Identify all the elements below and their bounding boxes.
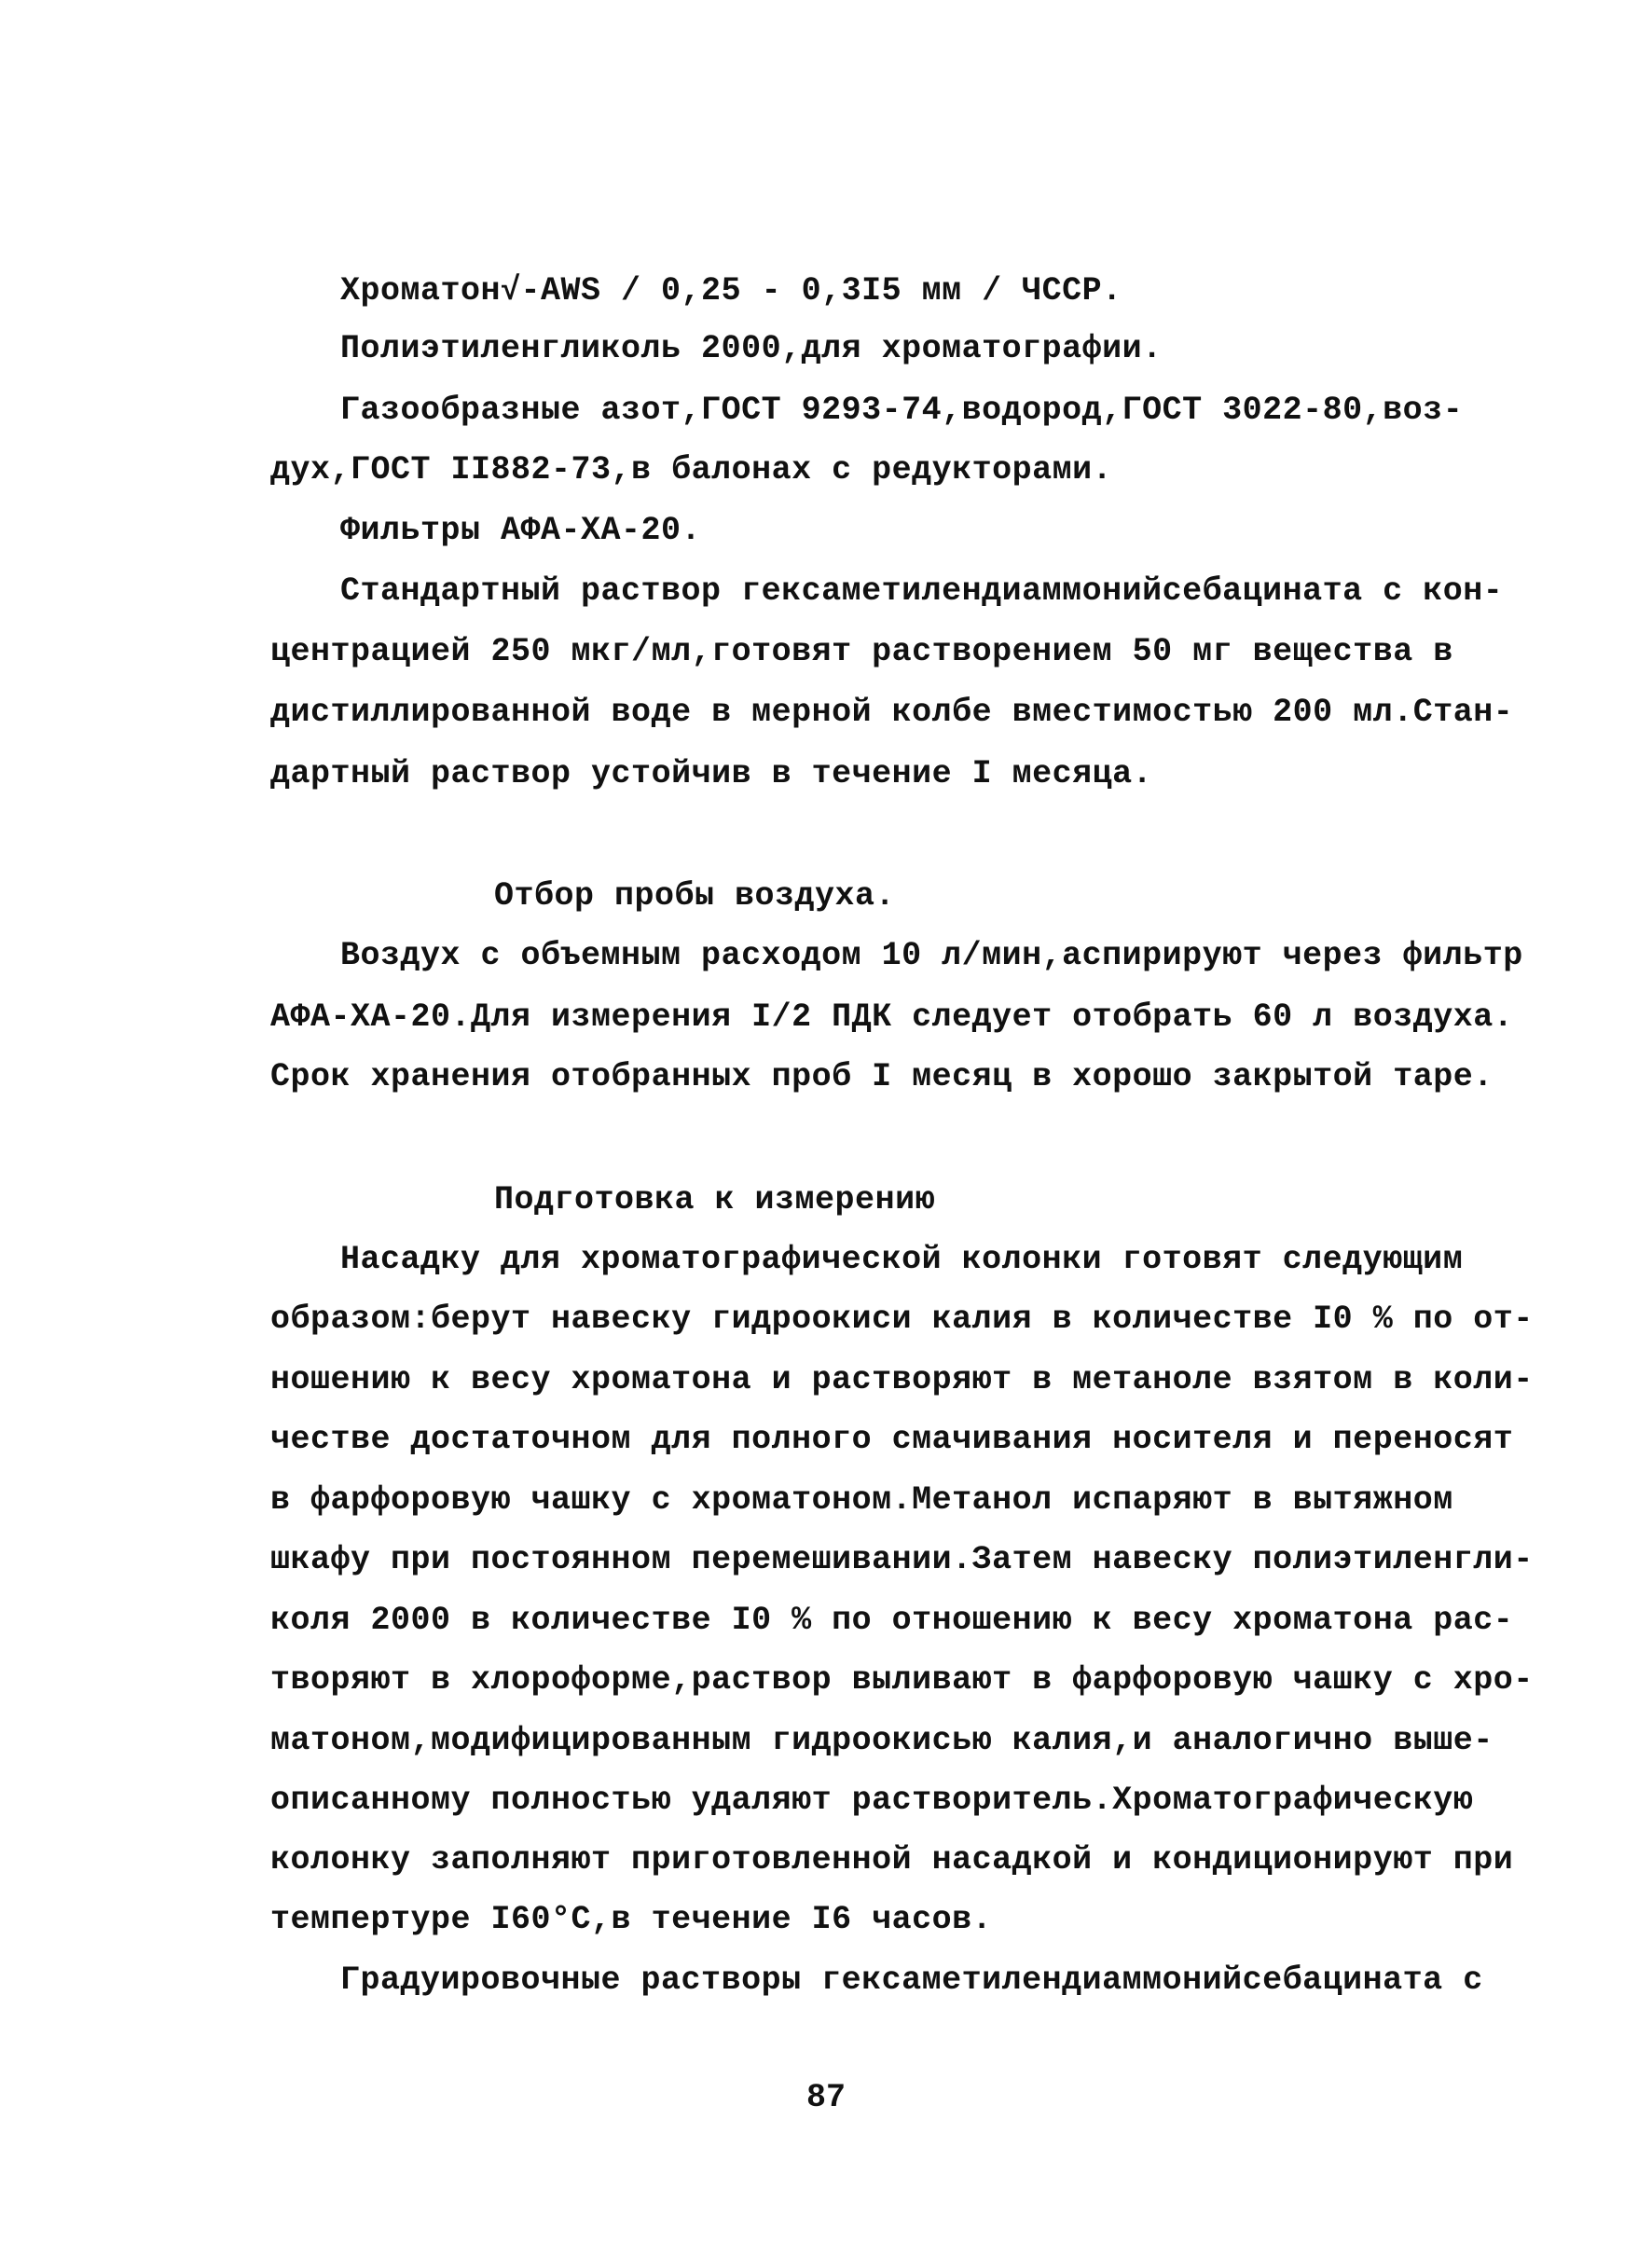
sampling-line-1: Воздух с объемным расходом 10 л/мин,аспирируют через фильтр: [340, 937, 1523, 974]
materials-line-1: Хроматон√-AWS / 0,25 - 0,3I5 мм / ЧССР.: [340, 272, 1122, 310]
standard-solution-line-3: дистиллированной воде в мерной колбе вместимостью 200 мл.Стан-: [270, 694, 1514, 731]
preparation-line-11: колонку заполняют приготовленной насадкой и кондиционируют при: [270, 1841, 1514, 1879]
preparation-line-9: матоном,модифицированным гидроокисью калия,и аналогично выше-: [270, 1722, 1494, 1759]
standard-solution-line-2: центрацией 250 мкг/мл,готовят растворением 50 мг вещества в: [270, 633, 1453, 670]
preparation-heading: Подготовка к измерению: [494, 1181, 936, 1218]
preparation-line-12: темпертуре I60°С,в течение I6 часов.: [270, 1901, 993, 1938]
standard-solution-line-1: Стандартный раствор гексаметилендиаммонийсебацината с кон-: [340, 572, 1504, 610]
materials-line-2: Полиэтиленгликоль 2000,для хроматографии.: [340, 330, 1163, 367]
preparation-line-7: коля 2000 в количестве I0 % по отношению к весу хроматона рас-: [270, 1602, 1514, 1639]
sampling-heading: Отбор пробы воздуха.: [494, 877, 896, 915]
sampling-line-2: АФА-ХА-20.Для измерения I/2 ПДК следует отобрать 60 л воздуха.: [270, 998, 1514, 1036]
preparation-line-2: образом:берут навеску гидроокиси калия в количестве I0 % по от-: [270, 1301, 1534, 1338]
calibration-line-1: Градуировочные растворы гексаметилендиаммонийсебацината с: [340, 1961, 1483, 1999]
materials-line-5: Фильтры АФА-ХА-20.: [340, 512, 702, 549]
standard-solution-line-4: дартный раствор устойчив в течение I месяца.: [270, 755, 1153, 792]
preparation-line-10: описанному полностью удаляют растворитель.Хроматографическую: [270, 1782, 1474, 1819]
materials-line-3: Газообразные азот,ГОСТ 9293-74,водород,ГОСТ 3022-80,воз-: [340, 392, 1464, 429]
preparation-line-5: в фарфоровую чашку с хроматоном.Метанол испаряют в вытяжном: [270, 1481, 1453, 1519]
sampling-line-3: Срок хранения отобранных проб I месяц в хорошо закрытой таре.: [270, 1058, 1494, 1095]
preparation-line-8: творяют в хлороформе,раствор выливают в фарфоровую чашку с хро-: [270, 1661, 1534, 1699]
preparation-line-4: честве достаточном для полного смачивания носителя и переносят: [270, 1421, 1514, 1458]
preparation-line-1: Насадку для хроматографической колонки готовят следующим: [340, 1241, 1464, 1278]
materials-line-4: дух,ГОСТ II882-73,в балонах с редукторами.: [270, 451, 1113, 489]
preparation-line-6: шкафу при постоянном перемешивании.Затем навеску полиэтиленгли-: [270, 1541, 1534, 1578]
preparation-line-3: ношению к весу хроматона и растворяют в метаноле взятом в коли-: [270, 1361, 1534, 1398]
page-number: 87: [805, 2079, 846, 2116]
